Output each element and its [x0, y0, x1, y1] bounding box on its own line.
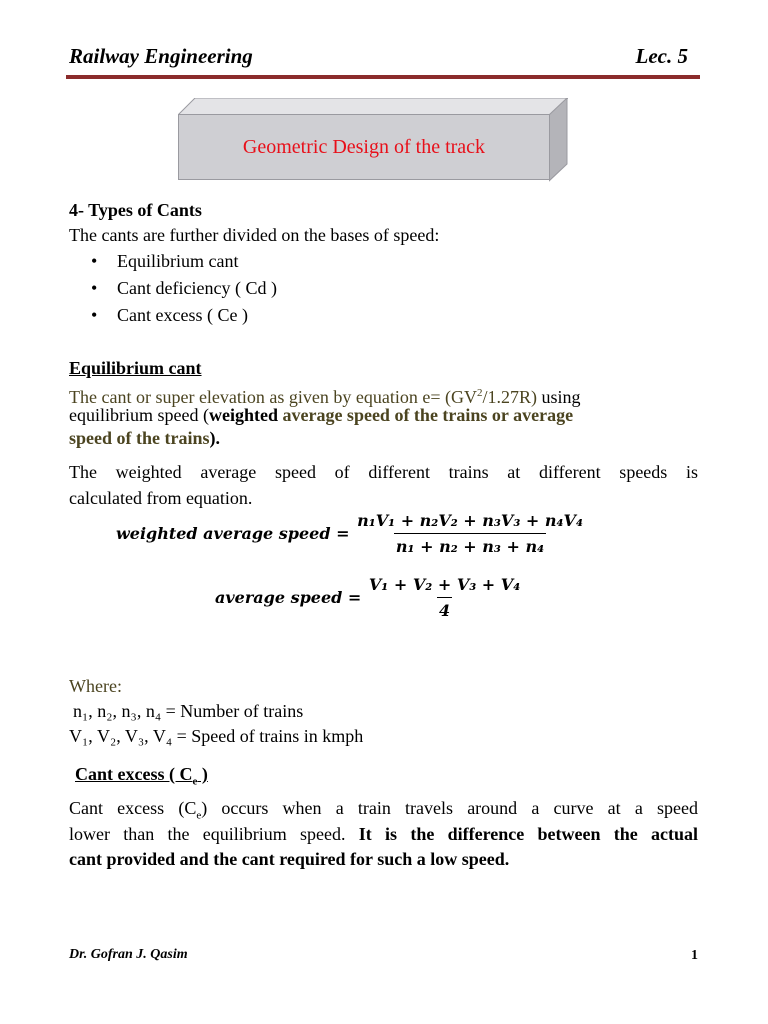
exponent: 2	[477, 387, 483, 399]
average-equation	[215, 575, 522, 620]
subscript: e	[192, 775, 198, 788]
text: lower than the equilibrium speed.	[69, 824, 359, 844]
bold-text: weighted	[208, 405, 278, 425]
section-intro: The cants are further divided on the bases of speed:	[69, 225, 440, 245]
header-rule	[66, 75, 700, 79]
bold-text: It is the difference between the actual	[358, 824, 698, 844]
equation-text-end: /1.27R)	[482, 387, 538, 407]
equilibrium-line-2	[69, 404, 573, 426]
page-number: 1	[691, 948, 698, 963]
paragraph-line-1: The weighted average speed of different trains at different speeds is	[69, 462, 698, 482]
subscript: e	[196, 809, 202, 822]
equation-label: average speed =	[215, 588, 362, 607]
where-label: Where:	[69, 676, 122, 696]
text: Cant excess (C	[69, 798, 197, 818]
lecture-number: Lec. 5	[635, 44, 688, 68]
section-heading: 4- Types of Cants	[69, 200, 202, 220]
list-item: • Cant deficiency ( Cd )	[71, 275, 277, 302]
equilibrium-heading: Equilibrium cant	[69, 358, 202, 378]
where-line-1: n₁, n₂, n₃, n₄ = Number of trains	[73, 701, 304, 721]
denominator: n₁ + n₂ + n₃ + n₄	[394, 533, 546, 556]
list-item: • Cant excess ( Ce )	[71, 302, 277, 329]
olive-bold-text: average speed of the trains or average	[277, 405, 574, 425]
title-box	[178, 98, 568, 182]
olive-bold-text: speed of the trains	[69, 428, 210, 448]
equation-label: weighted average speed =	[116, 524, 350, 543]
cant-excess-line-2	[69, 823, 698, 845]
denominator: 4	[437, 597, 452, 620]
cant-excess-heading	[75, 763, 208, 793]
header-title: Railway Engineering	[69, 44, 253, 68]
text: equilibrium speed (	[69, 405, 209, 425]
title-box-side	[549, 98, 568, 182]
heading-text-end: )	[197, 764, 208, 784]
numerator: n₁V₁ + n₂V₂ + n₃V₃ + n₄V₄	[357, 511, 583, 530]
fraction	[355, 511, 585, 556]
equilibrium-line-3	[69, 427, 220, 449]
equation-text: The cant or super elevation as given by equation e= (GV	[69, 387, 478, 407]
bold-text: ).	[209, 428, 220, 448]
where-line-2: V₁, V₂, V₃, V₄ = Speed of trains in kmph	[69, 726, 364, 746]
cant-excess-line-3: cant provided and the cant required for such a low speed.	[69, 849, 510, 869]
heading-text: Cant excess ( C	[75, 764, 193, 784]
using-text: using	[537, 387, 581, 407]
paragraph-line-2: calculated from equation.	[69, 488, 253, 508]
cant-types-list	[71, 248, 277, 329]
list-item: • Equilibrium cant	[71, 248, 277, 275]
document-title: Geometric Design of the track	[242, 135, 486, 158]
title-box-top	[178, 98, 568, 115]
numerator: V₁ + V₂ + V₃ + V₄	[368, 575, 521, 594]
footer-author: Dr. Gofran J. Qasim	[69, 947, 188, 962]
weighted-average-equation	[116, 511, 585, 556]
fraction	[367, 575, 522, 620]
text: ) occurs when a train travels around a curve at a speed	[201, 798, 698, 818]
